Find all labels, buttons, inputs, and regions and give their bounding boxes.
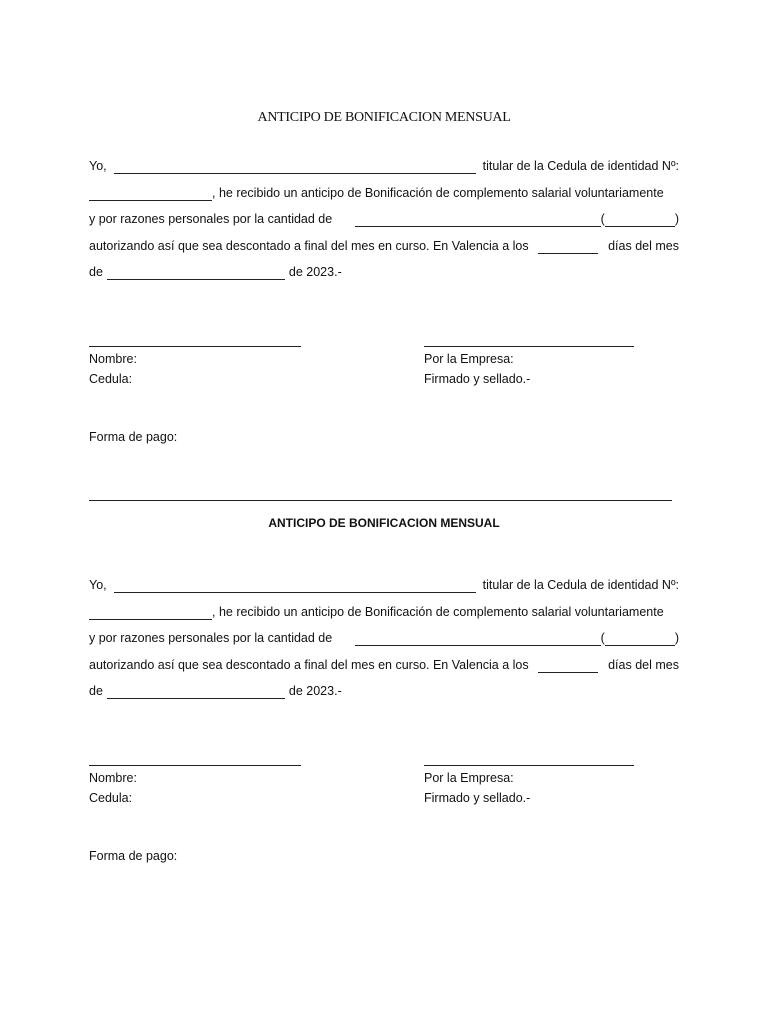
form1-line4-suffix: días del mes <box>608 239 679 253</box>
form2-line4-suffix: días del mes <box>608 658 679 672</box>
form2-line1-suffix: titular de la Cedula de identidad Nº: <box>482 578 679 592</box>
form2-title: ANTICIPO DE BONIFICACION MENSUAL <box>268 516 500 530</box>
form1-cedula-label: Cedula: <box>89 372 133 386</box>
form2-amount-number-blank[interactable] <box>605 633 675 646</box>
form1-line5-suffix: de 2023.- <box>288 265 342 279</box>
form2-line-1 <box>89 567 679 593</box>
form1-day-blank[interactable] <box>538 241 598 254</box>
form2-company-signature-line[interactable] <box>424 765 634 766</box>
form1-line-2 <box>89 175 679 201</box>
form2-line-5 <box>89 673 679 699</box>
form2-month-blank[interactable] <box>107 686 285 699</box>
form2-line1-prefix: Yo, <box>89 578 107 592</box>
form2-firmado-label: Firmado y sellado.- <box>424 791 531 805</box>
form1-line3-prefix: y por razones personales por la cantidad de <box>89 212 333 226</box>
form1-line5-prefix: de <box>89 265 103 279</box>
form1-line-3 <box>89 201 679 227</box>
form2-paren-close: ) <box>674 631 679 645</box>
form2-nombre-label: Nombre: <box>89 771 137 785</box>
form1-firmado-label: Firmado y sellado.- <box>424 372 531 386</box>
form1-paren-open: ( <box>600 212 605 226</box>
form2-line4-prefix: autorizando así que sea descontado a final del mes en curso. En Valencia a los <box>89 658 529 672</box>
form2-empresa-label: Por la Empresa: <box>424 771 514 785</box>
form2-line3-prefix: y por razones personales por la cantidad de <box>89 631 333 645</box>
form1-title: ANTICIPO DE BONIFICACION MENSUAL <box>257 110 511 125</box>
form2-name-blank[interactable] <box>114 580 476 593</box>
form1-name-blank[interactable] <box>114 161 476 174</box>
form2-id-blank[interactable] <box>89 607 212 620</box>
form1-line-5 <box>89 254 679 280</box>
form2-line5-suffix: de 2023.- <box>288 684 342 698</box>
form1-month-blank[interactable] <box>107 267 285 280</box>
form2-line-3 <box>89 620 679 646</box>
form1-line1-suffix: titular de la Cedula de identidad Nº: <box>482 159 679 173</box>
form2-day-blank[interactable] <box>538 660 598 673</box>
form1-amount-blank[interactable] <box>355 214 601 227</box>
form2-employee-signature-line[interactable] <box>89 765 301 766</box>
form2-forma-pago-label: Forma de pago: <box>89 849 178 863</box>
form2-line-2 <box>89 594 679 620</box>
form2-line2-suffix: , he recibido un anticipo de Bonificación de complemento salarial voluntariamente <box>212 605 664 619</box>
form1-line4-prefix: autorizando así que sea descontado a final del mes en curso. En Valencia a los <box>89 239 529 253</box>
form1-empresa-label: Por la Empresa: <box>424 352 514 366</box>
form1-nombre-label: Nombre: <box>89 352 137 366</box>
form2-amount-group <box>355 630 679 646</box>
form2-line5-prefix: de <box>89 684 103 698</box>
form2-line-4 <box>89 647 679 673</box>
form1-line2-suffix: , he recibido un anticipo de Bonificación de complemento salarial voluntariamente <box>212 186 664 200</box>
form2-amount-blank[interactable] <box>355 633 601 646</box>
form2-paren-open: ( <box>600 631 605 645</box>
form2-cedula-label: Cedula: <box>89 791 133 805</box>
form1-id-blank[interactable] <box>89 188 212 201</box>
form1-line-1 <box>89 148 679 174</box>
form1-amount-number-blank[interactable] <box>605 214 675 227</box>
form1-company-signature-line[interactable] <box>424 346 634 347</box>
form1-amount-group <box>355 211 679 227</box>
form1-line-4 <box>89 228 679 254</box>
cut-divider-line <box>89 500 672 501</box>
form1-employee-signature-line[interactable] <box>89 346 301 347</box>
form1-forma-pago-label: Forma de pago: <box>89 430 178 444</box>
form1-paren-close: ) <box>674 212 679 226</box>
form1-line1-prefix: Yo, <box>89 159 107 173</box>
